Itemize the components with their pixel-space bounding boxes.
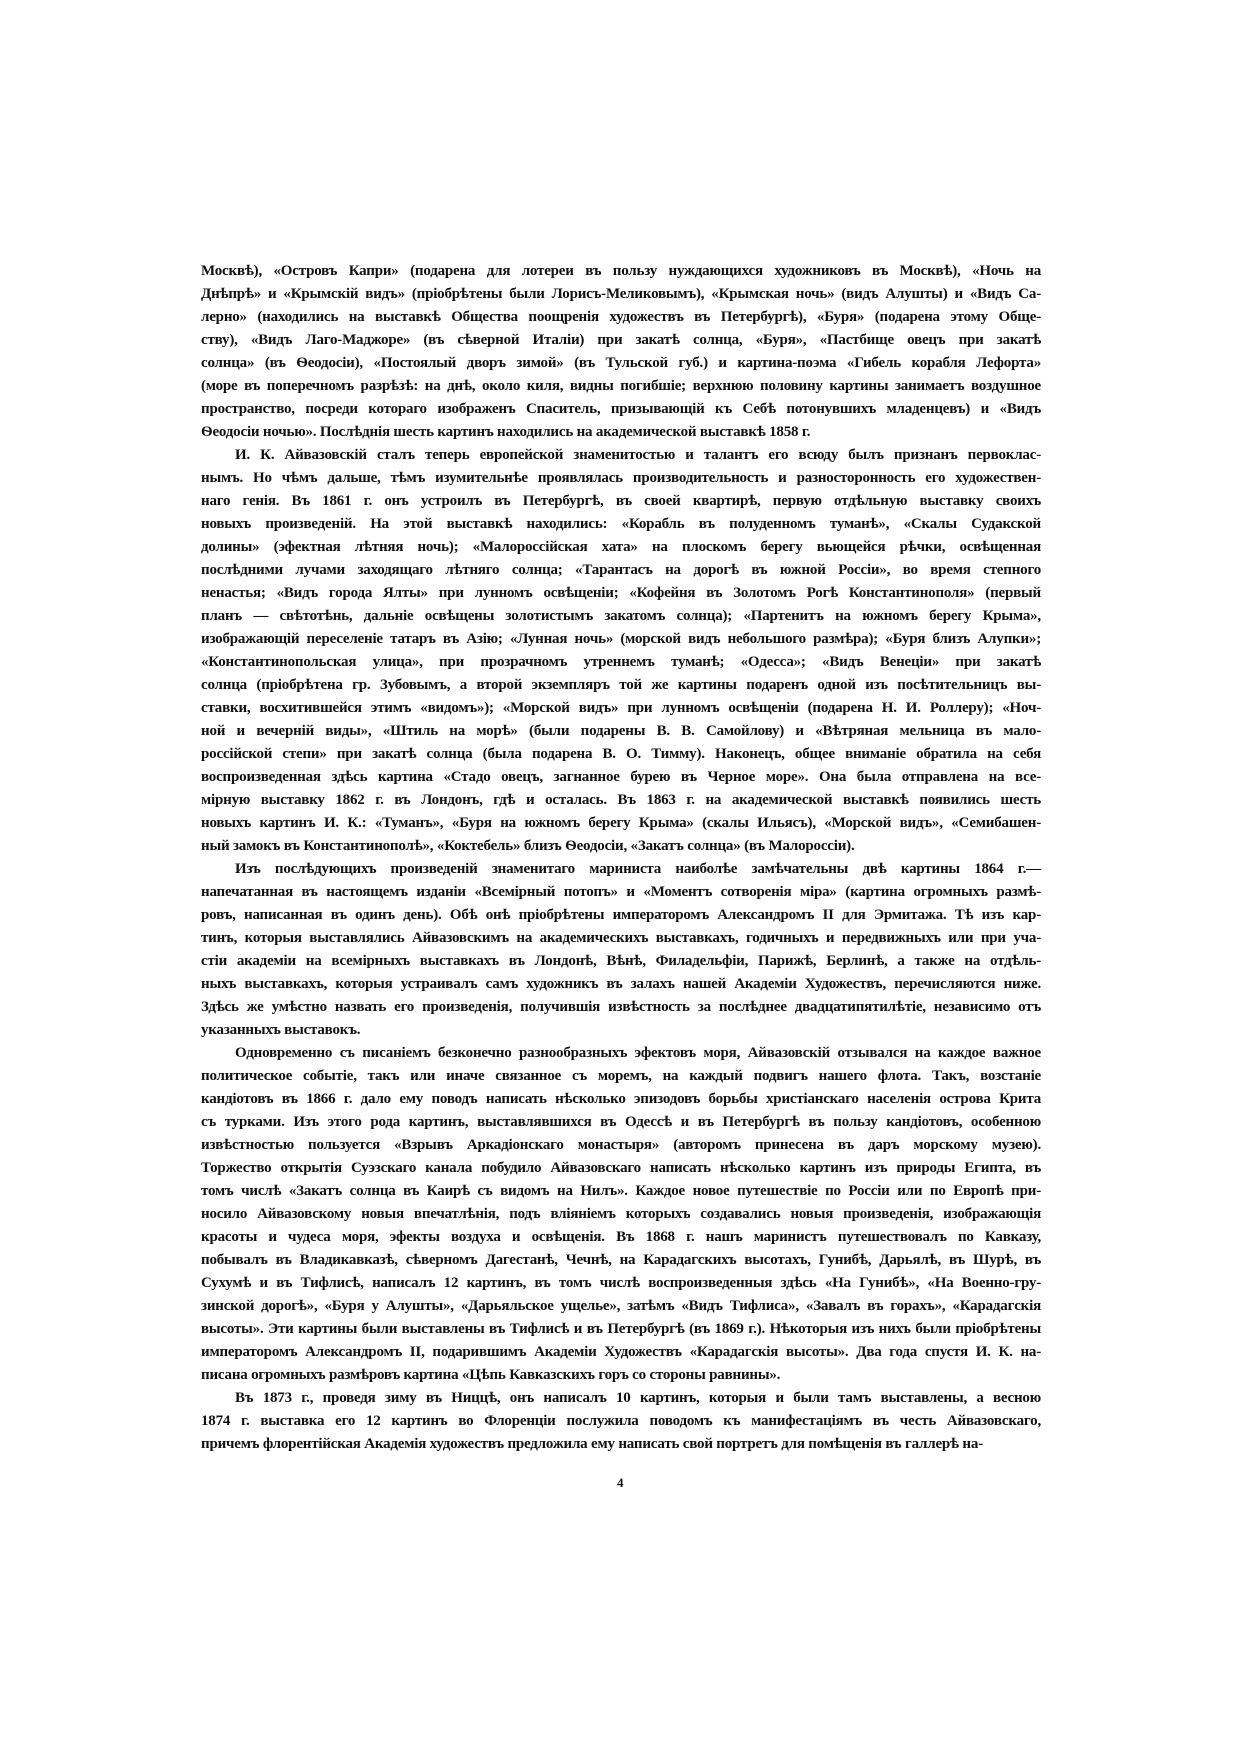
text-line: Одновременно съ писаніемъ безконечно разнообразныхъ эфектовъ моря, Айвазовскій отзывался на каждое важное [235,1045,1041,1061]
text-line: нымъ. Но чѣмъ дальше, тѣмъ изумительнѣе проявлялась производительность и разносторонность его художествен- [201,470,1041,486]
text-line: Изъ послѣдующихъ произведеній знаменитаго мариниста наиболѣе замѣчательны двѣ картины 1864 г.— [235,861,1041,877]
text-line: побывалъ въ Владикавказѣ, сѣверномъ Дагестанѣ, Чечнѣ, на Карадагскихъ высотахъ, Гунибѣ, Дарьялѣ, въ Шурѣ, въ [201,1252,1041,1268]
text-line: солнца» (въ Ѳеодосіи), «Постоялый дворъ зимой» (въ Тульской губ.) и картина-поэма «Гибель корабля Лефорта» [201,355,1041,371]
text-line: Сухумѣ и въ Тифлисѣ, написалъ 12 картинъ, въ томъ числѣ воспроизведенныя здѣсь «На Гунибѣ», «На Военно-гру- [201,1275,1041,1291]
text-line: Ѳеодосіи ночью». Послѣднія шесть картинъ находились на академической выставкѣ 1858 г. [201,424,811,440]
text-line: (море въ поперечномъ разрѣзѣ: на днѣ, около киля, видны погибшіе; верхнюю половину картины занимаетъ воздушное [201,378,1041,394]
text-line: Москвѣ), «Островъ Капри» (подарена для лотереи въ пользу нуждающихся художниковъ въ Москвѣ), «Ночь на [201,263,1041,279]
text-line: кандіотовъ въ 1866 г. дало ему поводъ написать нѣсколько эпизодовъ борьбы христіанскаго населенія острова Крита [201,1091,1041,1107]
text-line: напечатанная въ настоящемъ изданіи «Всемірный потопъ» и «Моментъ сотворенія міра» (картина огромныхъ размѣ- [201,884,1041,900]
text-line: новыхъ картинъ И. К.: «Туманъ», «Буря на южномъ берегу Крыма» (скалы Ильясъ), «Морской видъ», «Семибашен- [201,815,1041,831]
text-line: «Константинопольская улица», при прозрачномъ утреннемъ туманѣ; «Одесса»; «Видъ Венеціи» при закатѣ [201,654,1041,670]
text-line: Днѣпрѣ» и «Крымскій видъ» (пріобрѣтены были Лорисъ-Меликовымъ), «Крымская ночь» (видъ Алушты) и «Видъ Са- [201,286,1041,302]
text-line: тинъ, которыя выставлялись Айвазовскимъ на академическихъ выставкахъ, годичныхъ и передвижныхъ или при уча- [201,930,1041,946]
text-line: Торжество открытія Суэзскаго канала побудило Айвазовскаго написать нѣсколько картинъ изъ природы Египта, въ [201,1160,1041,1176]
text-line: ный замокъ въ Константинополѣ», «Коктебель» близъ Ѳеодосіи, «Закатъ солнца» (въ Малороссіи). [201,838,855,854]
text-line: лерно» (находились на выставкѣ Общества поощренія художествъ въ Петербургѣ), «Буря» (подарена этому Обще- [201,309,1041,325]
text-line: причемъ флорентійская Академія художествъ предложила ему написать свой портретъ для помѣщенія въ галлерѣ на- [201,1436,983,1452]
text-line: томъ числѣ «Закатъ солнца въ Каирѣ съ видомъ на Нилъ». Каждое новое путешествіе по Россіи или по Европѣ при- [201,1183,1041,1199]
text-line: ровъ, написанная въ одинъ день). Обѣ онѣ пріобрѣтены императоромъ Александромъ II для Эрмитажа. Тѣ изъ кар- [201,907,1041,923]
text-line: долины» (эфектная лѣтняя ночь); «Малороссійская хата» на плоскомъ берегу вьющейся рѣчки, освѣщенная [201,539,1041,555]
paragraph [201,858,1041,1042]
text-line: Здѣсь же умѣстно назвать его произведенія, получившія извѣстность за послѣднее двадцатипятилѣтіе, независимо отъ [201,999,1041,1015]
text-line: ству), «Видъ Лаго-Маджоре» (въ сѣверной Италіи) при закатѣ солнца, «Буря», «Пастбище овецъ при закатѣ [201,332,1041,348]
text-line: И. К. Айвазовскій сталъ теперь европейской знаменитостью и талантъ его всюду былъ признанъ первоклас- [235,447,1041,463]
text-line: солнца (пріобрѣтена гр. Зубовымъ, а второй экземпляръ той же картины подаренъ одной изъ посѣтительницъ вы- [201,677,1041,693]
paragraph [201,444,1041,858]
text-line: ныхъ выставкахъ, которыя устраивалъ самъ художникъ въ залахъ нашей Академіи Художествъ, перечисляются ниже. [201,976,1041,992]
text-line: красоты и чудеса моря, эфекты воздуха и освѣщенія. Въ 1868 г. нашъ маринистъ путешествовалъ по Кавказу, [201,1229,1041,1245]
text-line: высоты». Эти картины были выставлены въ Тифлисѣ и въ Петербургѣ (въ 1869 г.). Нѣкоторыя изъ нихъ были пріобрѣтены [201,1321,1041,1337]
text-line: послѣдними лучами заходящаго лѣтняго солнца; «Тарантасъ на дорогѣ въ южной Россіи», во время степного [201,562,1041,578]
text-line: указанныхъ выставокъ. [201,1022,361,1038]
document-body [201,260,1041,1456]
text-line: воспроизведенная здѣсь картина «Стадо овецъ, загнанное бурею въ Черное море». Она была отправлена на все- [201,769,1041,785]
text-line: наго генія. Въ 1861 г. онъ устроилъ въ Петербургѣ, въ своей квартирѣ, первую отдѣльную выставку своихъ [201,493,1041,509]
text-line: новыхъ произведеній. На этой выставкѣ находились: «Корабль въ полуденномъ туманѣ», «Скалы Судакской [201,516,1041,532]
text-line: съ турками. Изъ этого рода картинъ, выставлявшихся въ Одессѣ и въ Петербургѣ въ пользу кандіотовъ, особенною [201,1114,1041,1130]
paragraph [201,1042,1041,1387]
text-line: мірную выставку 1862 г. въ Лондонъ, гдѣ и осталась. Въ 1863 г. на академической выставкѣ появились шесть [201,792,1041,808]
text-line: Въ 1873 г., проведя зиму въ Ниццѣ, онъ написалъ 10 картинъ, которыя и были тамъ выставлены, а весною [235,1390,1041,1406]
text-line: носило Айвазовскому новыя впечатлѣнія, подъ вліяніемъ которыхъ создавались новыя произведенія, изображающія [201,1206,1041,1222]
text-line: зинской дорогѣ», «Буря у Алушты», «Дарьяльское ущелье», затѣмъ «Видъ Тифлиса», «Завалъ въ горахъ», «Карадагскія [201,1298,1041,1314]
text-line: политическое событіе, такъ или иначе связанное съ моремъ, на каждый подвигъ нашего флота. Такъ, возстаніе [201,1068,1041,1084]
paragraph [201,1387,1041,1456]
text-line: пространство, посреди котораго изображенъ Спаситель, призывающій къ Себѣ потонувшихъ младенцевъ) и «Видъ [201,401,1041,417]
text-line: писана огромныхъ размѣровъ картина «Цѣпь Кавказскихъ горъ со стороны равнины». [201,1367,781,1383]
paragraph [201,260,1041,444]
text-line: 1874 г. выставка его 12 картинъ во Флоренціи послужила поводомъ къ манифестаціямъ въ честь Айвазовскаго, [201,1413,1041,1429]
text-line: императоромъ Александромъ II, подарившимъ Академіи Художествъ «Карадагскія высоты». Два года спустя И. К. на- [201,1344,1041,1360]
text-line: россійской степи» при закатѣ солнца (была подарена В. О. Тимму). Наконецъ, общее вниманіе обратила на себя [201,746,1041,762]
text-line: ной и вечерній виды», «Штиль на морѣ» (были подарены В. В. Самойлову) и «Вѣтряная мельница въ мало- [201,723,1041,739]
text-line: изображающій переселеніе татаръ въ Азію; «Лунная ночь» (морской видъ небольшого размѣра); «Буря близъ Алупки»; [201,631,1041,647]
text-line: стіи академіи на всемірныхъ выставкахъ въ Лондонѣ, Вѣнѣ, Филадельфіи, Парижѣ, Берлинѣ, а также на отдѣль- [201,953,1041,969]
text-line: ненастья; «Видъ города Ялты» при лунномъ освѣщеніи; «Кофейня въ Золотомъ Рогѣ Константинополя» (первый [201,585,1041,601]
page-number: 4 [617,1475,624,1490]
text-line: извѣстностью пользуется «Взрывъ Аркадіонскаго монастыря» (авторомъ принесена въ даръ морскому музею). [201,1137,1041,1153]
text-line: планъ — свѣтотѣнь, дальніе освѣщены золотистымъ закатомъ солнца); «Партенитъ на южномъ берегу Крыма», [201,608,1041,624]
text-line: ставки, восхитившейся этимъ «видомъ»); «Морской видъ» при лунномъ освѣщеніи (подарена Н. И. Роллеру); «Ноч- [201,700,1041,716]
